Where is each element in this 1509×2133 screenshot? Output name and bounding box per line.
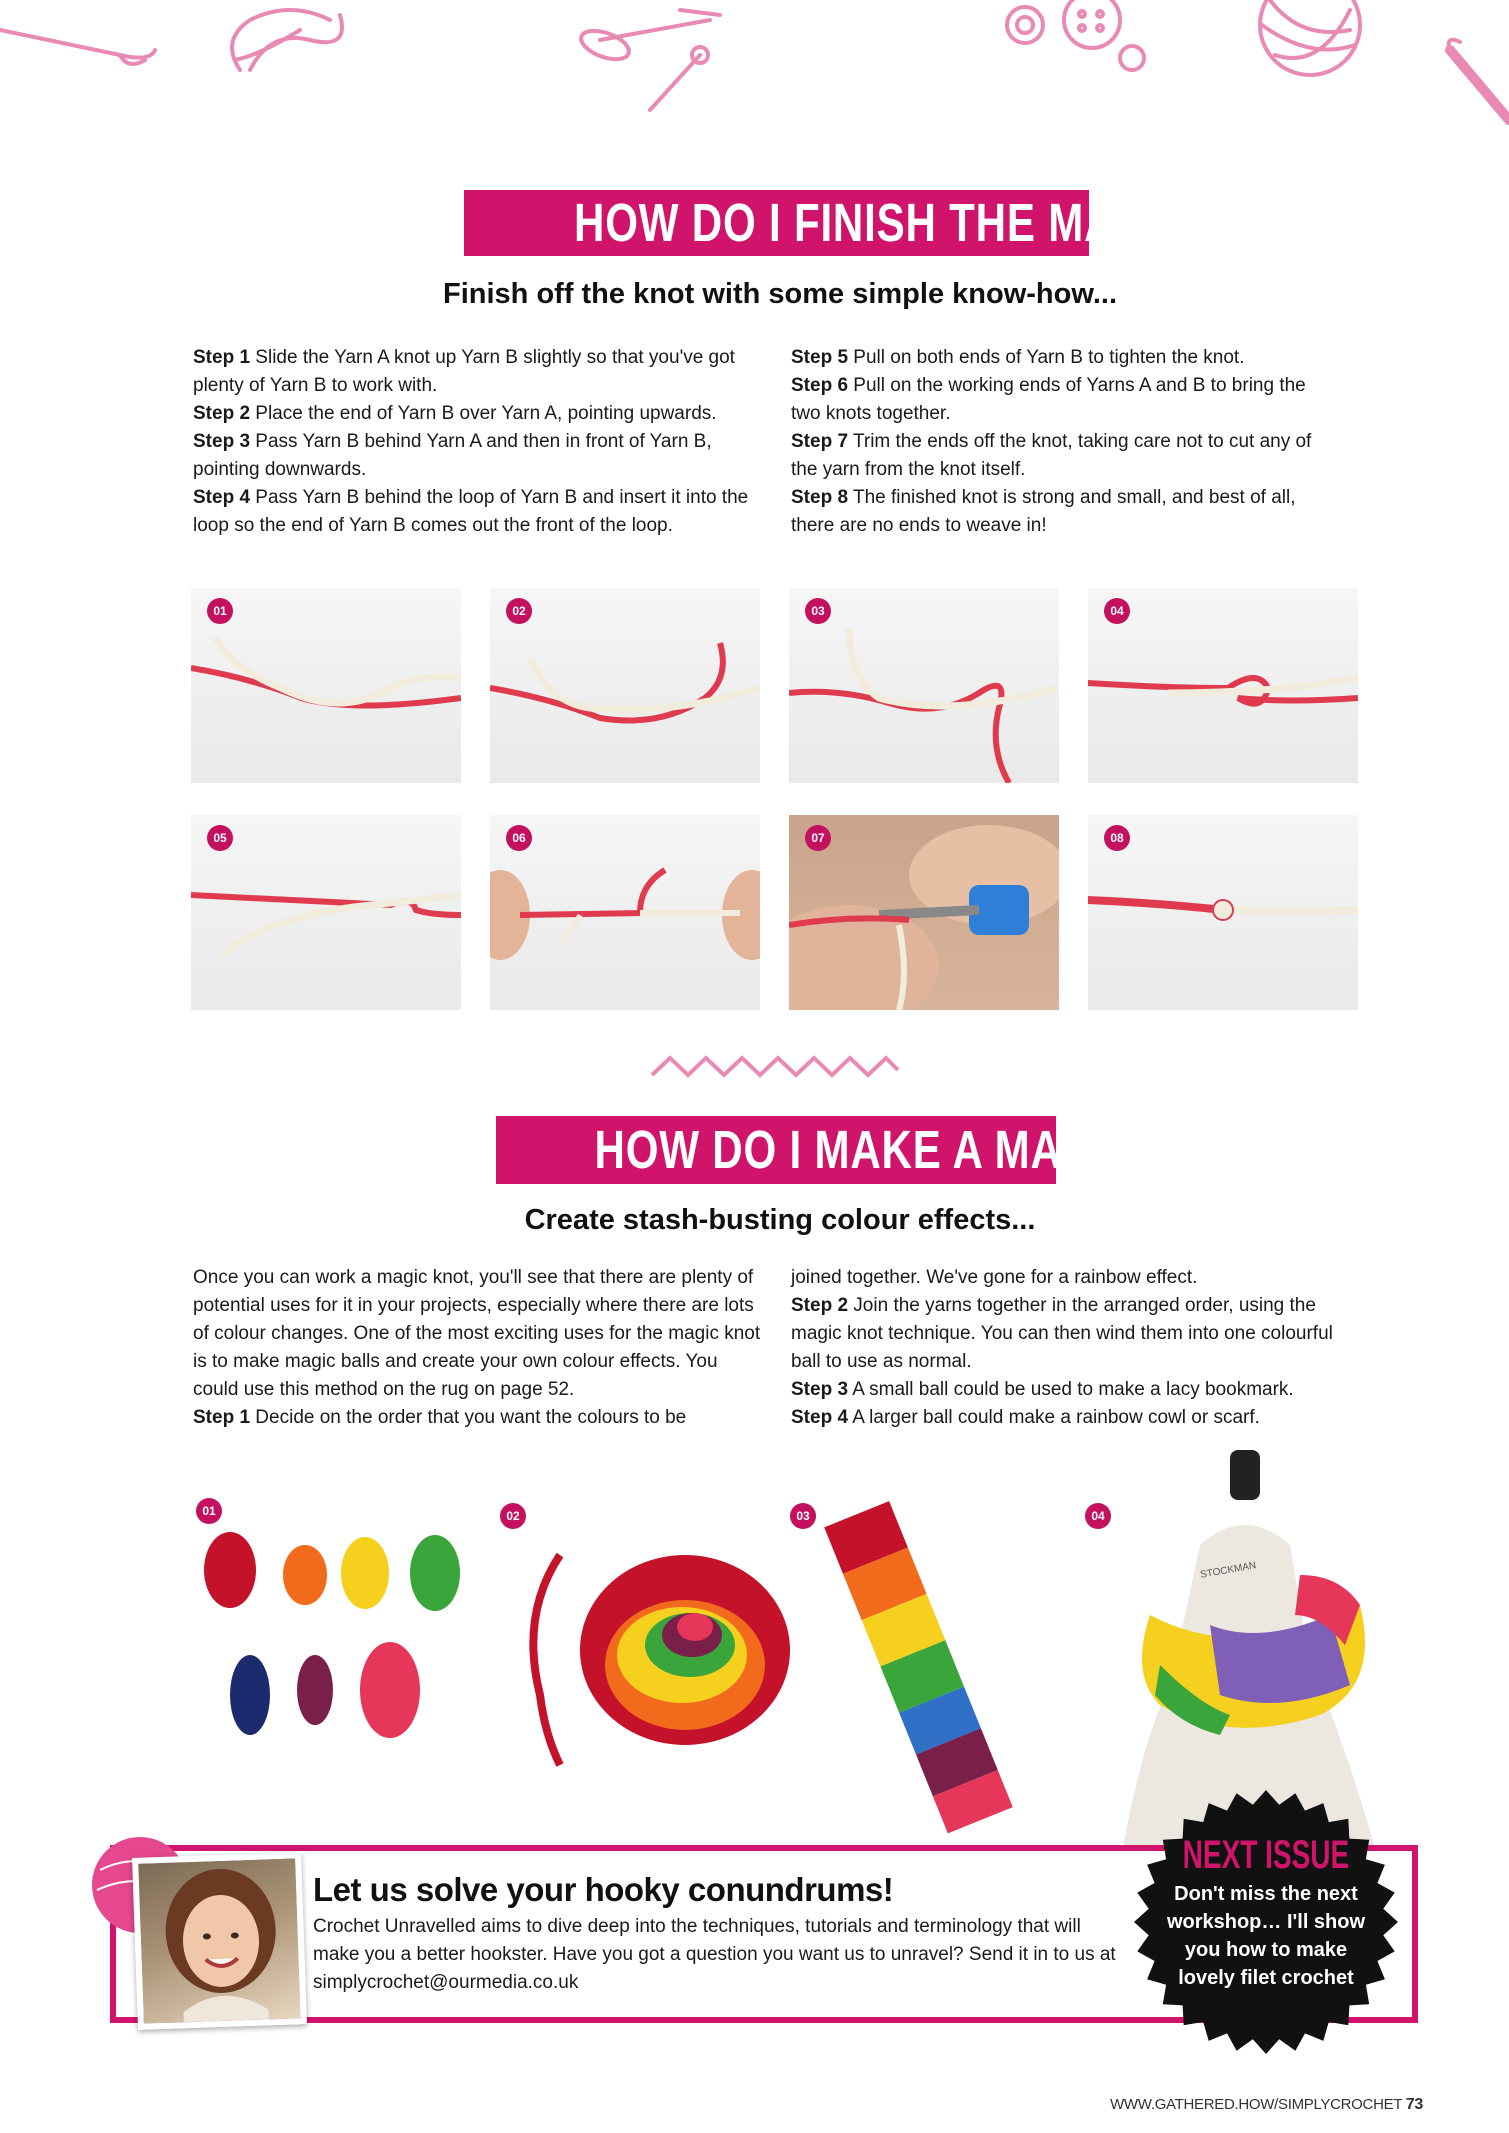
photo-number-badge: 04: [1104, 598, 1130, 624]
page-footer: [1110, 2096, 1423, 2114]
photo-number-badge: 02: [506, 598, 532, 624]
step-8: Step 8 The finished knot is strong and small, and best of all, there are no ends to weave in!: [791, 487, 1296, 536]
next-issue-title: NEXT ISSUE: [1182, 1833, 1350, 1877]
knot-photo-03: [789, 588, 1059, 783]
photo-number-badge: 03: [790, 1503, 816, 1529]
section1-subtitle: Finish off the knot with some simple know-how...: [443, 278, 1117, 310]
section2-text-left: [193, 1264, 763, 1432]
section2-text-right: [791, 1264, 1341, 1432]
step-4: Step 4 Pass Yarn B behind the loop of Yarn B and insert it into the loop so the end of Yarn B comes out the front of the loop.: [193, 487, 749, 536]
step-3: Step 3 Pass Yarn B behind Yarn A and then in front of Yarn B, pointing downwards.: [193, 431, 712, 480]
yarn-icon: [1088, 588, 1358, 783]
yarn-icon: [191, 815, 461, 1010]
yarn-bundles-icon: [190, 1495, 490, 1765]
yarn-ball-icon: [500, 1495, 800, 1785]
knot-photo-01: [191, 588, 461, 783]
knot-photo-07: [789, 815, 1059, 1010]
step-4: Step 4 A larger ball could make a rainbow cowl or scarf.: [791, 1407, 1260, 1428]
step-3: Step 3 A small ball could be used to make a lacy bookmark.: [791, 1379, 1294, 1400]
step-2: Step 2 Place the end of Yarn B over Yarn A, pointing upwards.: [193, 403, 717, 424]
person-icon: [138, 1858, 300, 2023]
knot-photo-02: [490, 588, 760, 783]
magic-ball-photo: [500, 1495, 800, 1785]
knot-photo-08: [1088, 815, 1358, 1010]
zigzag-divider: [650, 1050, 900, 1080]
bookmark-icon: [790, 1490, 1060, 1850]
mannequin-label: STOCKMAN: [1199, 1560, 1258, 1581]
yarn-icon: [789, 588, 1059, 783]
knot-photo-04: [1088, 588, 1358, 783]
photo-number-badge: 06: [506, 825, 532, 851]
section1-title: HOW DO I FINISH THE MAGIC KNOT?: [573, 193, 1354, 253]
website-url[interactable]: WWW.GATHERED.HOW/SIMPLYCROCHET: [1110, 2096, 1402, 2113]
section2-subtitle: Create stash-busting colour effects...: [524, 1204, 1036, 1236]
scissors-icon: [789, 815, 1059, 1010]
craft-illustration-header: [0, 0, 1509, 150]
step-6: Step 6 Pull on the working ends of Yarns A and B to bring the two knots together.: [791, 375, 1306, 424]
section1-title-box: [464, 190, 1354, 256]
footer-body: Crochet Unravelled aims to dive deep into the techniques, tutorials and terminology that will make you a better hookster. Have you got a question you want us to unravel? Send it in to us at simplycrochet@ourmedia.co.uk: [313, 1916, 1116, 1993]
photo-number-badge: 02: [500, 1503, 526, 1529]
section2-title-box: [496, 1116, 1294, 1184]
yarn-bundles-photo: [190, 1495, 490, 1765]
next-issue-text: Don't miss the next workshop… I'll show you how to make lovely filet crochet: [1166, 1883, 1366, 1989]
knot-photo-06: [490, 815, 760, 1010]
footer-title: Let us solve your hooky conundrums!: [313, 1871, 894, 1908]
intro-continued: joined together. We've gone for a rainbow effect.: [791, 1267, 1198, 1288]
step-2: Step 2 Join the yarns together in the arranged order, using the magic knot technique. You can then wind them into one colourful ball to use as normal.: [791, 1295, 1333, 1372]
photo-number-badge: 03: [805, 598, 831, 624]
yarn-icon: [1088, 815, 1358, 1010]
photo-number-badge: 05: [207, 825, 233, 851]
photo-number-badge: 07: [805, 825, 831, 851]
author-portrait: [132, 1852, 307, 2030]
yarn-icon: [490, 815, 760, 1010]
section1-steps-right: [791, 344, 1331, 540]
section1-steps-left: [193, 344, 758, 540]
step-1: Step 1 Decide on the order that you want the colours to be: [193, 1407, 687, 1428]
knot-photo-05: [191, 815, 461, 1010]
bookmark-photo: [790, 1490, 1060, 1850]
photo-number-badge: 04: [1085, 1503, 1111, 1529]
page-number: 73: [1405, 2096, 1423, 2113]
intro-paragraph: Once you can work a magic knot, you'll see that there are plenty of potential uses for it in your projects, especially where there are lots of colour changes. One of the most exciting uses for the magic knot is to make magic balls and create your own colour effects. You could use this method on the rug on page 52.: [193, 1267, 761, 1400]
photo-number-badge: 08: [1104, 825, 1130, 851]
section2-title: HOW DO I MAKE A MAGIC BALL?: [594, 1120, 1294, 1180]
step-5: Step 5 Pull on both ends of Yarn B to tighten the knot.: [791, 347, 1245, 368]
yarn-icon: [490, 588, 760, 783]
photo-number-badge: 01: [207, 598, 233, 624]
photo-number-badge: 01: [196, 1498, 222, 1524]
step-7: Step 7 Trim the ends off the knot, taking care not to cut any of the yarn from the knot itself.: [791, 431, 1312, 480]
yarn-icon: [191, 588, 461, 783]
step-1: Step 1 Slide the Yarn A knot up Yarn B slightly so that you've got plenty of Yarn B to work with.: [193, 347, 735, 396]
